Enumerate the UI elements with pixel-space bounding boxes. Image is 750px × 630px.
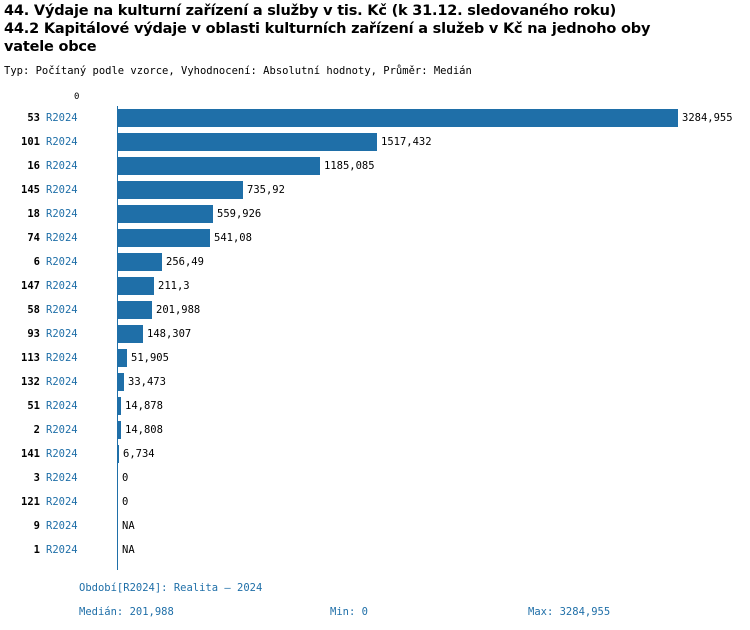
bar[interactable] bbox=[118, 205, 213, 223]
row-rank: 58 bbox=[27, 304, 40, 316]
row-series-label: R2024 bbox=[46, 424, 78, 436]
row-bar-area bbox=[118, 229, 750, 247]
bar-value-label: 14,878 bbox=[125, 400, 163, 412]
row-rank: 1 bbox=[33, 544, 40, 556]
bar-value-label: 201,988 bbox=[156, 304, 201, 316]
row-bar-area bbox=[118, 421, 750, 439]
bar[interactable] bbox=[118, 253, 162, 271]
table-row bbox=[0, 442, 750, 466]
title-line-2: 44.2 Kapitálové výdaje v oblasti kulturních zařízení a služeb v Kč na jednoho oby bbox=[4, 21, 651, 37]
axis-tick-zero: 0 bbox=[74, 92, 80, 102]
bar-value-label: 559,926 bbox=[217, 208, 262, 220]
bar-value-label: 33,473 bbox=[128, 376, 166, 388]
row-bar-area bbox=[118, 445, 750, 463]
row-rank: 132 bbox=[21, 376, 40, 388]
row-rank: 51 bbox=[27, 400, 40, 412]
row-rank: 6 bbox=[33, 256, 40, 268]
row-bar-area bbox=[118, 133, 750, 151]
bar-value-label: 541,08 bbox=[214, 232, 252, 244]
bar-value-label: 1517,432 bbox=[381, 136, 432, 148]
table-row bbox=[0, 178, 750, 202]
table-row bbox=[0, 418, 750, 442]
row-rank: 74 bbox=[27, 232, 40, 244]
row-series-label: R2024 bbox=[46, 280, 78, 292]
chart-subtitle: Typ: Počítaný podle vzorce, Vyhodnocení: Absolutní hodnoty, Průměr: Medián bbox=[4, 65, 472, 77]
row-series-label: R2024 bbox=[46, 472, 78, 484]
stat-max: Max: 3284,955 bbox=[528, 606, 611, 618]
bar-value-label: NA bbox=[122, 520, 135, 532]
row-series-label: R2024 bbox=[46, 544, 78, 556]
table-row bbox=[0, 250, 750, 274]
row-rank: 3 bbox=[33, 472, 40, 484]
title-line-1: 44. Výdaje na kulturní zařízení a služby v tis. Kč (k 31.12. sledovaného roku) bbox=[4, 3, 617, 19]
row-bar-area bbox=[118, 181, 750, 199]
bar-value-label: 51,905 bbox=[131, 352, 169, 364]
row-rank: 53 bbox=[27, 112, 40, 124]
row-series-label: R2024 bbox=[46, 232, 78, 244]
row-series-label: R2024 bbox=[46, 520, 78, 532]
row-series-label: R2024 bbox=[46, 448, 78, 460]
table-row bbox=[0, 274, 750, 298]
row-series-label: R2024 bbox=[46, 400, 78, 412]
bar-rows bbox=[0, 106, 750, 562]
row-bar-area bbox=[118, 277, 750, 295]
row-series-label: R2024 bbox=[46, 352, 78, 364]
row-rank: 147 bbox=[21, 280, 40, 292]
bar-value-label: 0 bbox=[122, 472, 129, 484]
stat-min: Min: 0 bbox=[330, 606, 368, 618]
row-bar-area bbox=[118, 157, 750, 175]
row-bar-area bbox=[118, 541, 750, 559]
bar-value-label: 211,3 bbox=[158, 280, 190, 292]
bar-value-label: 3284,955 bbox=[682, 112, 733, 124]
title-line-3: vatele obce bbox=[4, 39, 97, 55]
row-series-label: R2024 bbox=[46, 304, 78, 316]
row-series-label: R2024 bbox=[46, 160, 78, 172]
table-row bbox=[0, 226, 750, 250]
table-row bbox=[0, 346, 750, 370]
table-row bbox=[0, 490, 750, 514]
stat-median: Medián: 201,988 bbox=[79, 606, 174, 618]
row-bar-area bbox=[118, 469, 750, 487]
bar[interactable] bbox=[118, 421, 121, 439]
bar-value-label: 6,734 bbox=[123, 448, 155, 460]
legend-period: Období[R2024]: Realita – 2024 bbox=[79, 582, 263, 594]
row-rank: 141 bbox=[21, 448, 40, 460]
table-row bbox=[0, 202, 750, 226]
row-bar-area bbox=[118, 397, 750, 415]
bar[interactable] bbox=[118, 301, 152, 319]
row-rank: 9 bbox=[33, 520, 40, 532]
row-bar-area bbox=[118, 325, 750, 343]
table-row bbox=[0, 394, 750, 418]
row-rank: 101 bbox=[21, 136, 40, 148]
row-rank: 145 bbox=[21, 184, 40, 196]
row-bar-area bbox=[118, 253, 750, 271]
row-bar-area bbox=[118, 349, 750, 367]
table-row bbox=[0, 370, 750, 394]
bar[interactable] bbox=[118, 109, 678, 127]
bar-value-label: 735,92 bbox=[247, 184, 285, 196]
chart-plot-area bbox=[0, 92, 750, 572]
row-bar-area bbox=[118, 205, 750, 223]
table-row bbox=[0, 322, 750, 346]
row-rank: 18 bbox=[27, 208, 40, 220]
bar[interactable] bbox=[118, 373, 124, 391]
table-row bbox=[0, 106, 750, 130]
table-row bbox=[0, 298, 750, 322]
bar-value-label: 0 bbox=[122, 496, 129, 508]
row-rank: 16 bbox=[27, 160, 40, 172]
bar[interactable] bbox=[118, 229, 210, 247]
bar[interactable] bbox=[118, 181, 243, 199]
bar-value-label: 256,49 bbox=[166, 256, 204, 268]
row-bar-area bbox=[118, 109, 750, 127]
row-rank: 113 bbox=[21, 352, 40, 364]
bar[interactable] bbox=[118, 349, 127, 367]
row-series-label: R2024 bbox=[46, 136, 78, 148]
bar-value-label: 1185,085 bbox=[324, 160, 375, 172]
bar[interactable] bbox=[118, 277, 154, 295]
row-series-label: R2024 bbox=[46, 376, 78, 388]
bar[interactable] bbox=[118, 445, 119, 463]
table-row bbox=[0, 538, 750, 562]
bar[interactable] bbox=[118, 157, 320, 175]
row-series-label: R2024 bbox=[46, 208, 78, 220]
table-row bbox=[0, 154, 750, 178]
page-title bbox=[4, 2, 746, 56]
bar-value-label: NA bbox=[122, 544, 135, 556]
row-series-label: R2024 bbox=[46, 112, 78, 124]
row-bar-area bbox=[118, 301, 750, 319]
row-bar-area bbox=[118, 493, 750, 511]
bar[interactable] bbox=[118, 325, 143, 343]
row-series-label: R2024 bbox=[46, 256, 78, 268]
row-rank: 93 bbox=[27, 328, 40, 340]
row-series-label: R2024 bbox=[46, 496, 78, 508]
table-row bbox=[0, 514, 750, 538]
table-row bbox=[0, 466, 750, 490]
table-row bbox=[0, 130, 750, 154]
bar[interactable] bbox=[118, 133, 377, 151]
bar-value-label: 148,307 bbox=[147, 328, 192, 340]
row-rank: 121 bbox=[21, 496, 40, 508]
row-bar-area bbox=[118, 517, 750, 535]
row-rank: 2 bbox=[33, 424, 40, 436]
row-bar-area bbox=[118, 373, 750, 391]
bar[interactable] bbox=[118, 397, 121, 415]
row-series-label: R2024 bbox=[46, 184, 78, 196]
bar-value-label: 14,808 bbox=[125, 424, 163, 436]
row-series-label: R2024 bbox=[46, 328, 78, 340]
